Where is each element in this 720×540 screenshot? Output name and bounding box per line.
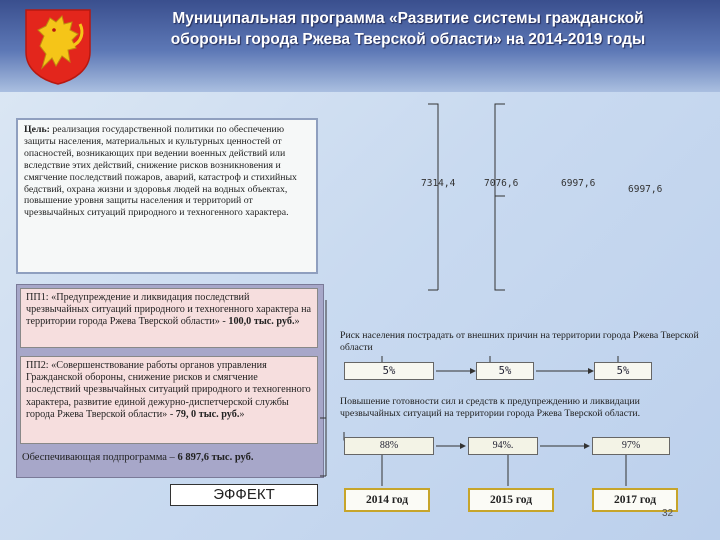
readiness-indicator-label: Повышение готовности сил и средств к предупреждению и ликвидации чрезвычайных ситуаций на территории города Ржева Тверской области. xyxy=(340,396,641,419)
subprogram-1-suffix: » xyxy=(294,316,300,328)
funding-value-2014: 7314,4 xyxy=(421,178,456,189)
total-text: Обеспечивающая подпрограмма – xyxy=(22,452,178,463)
risk-value-2017: 5% xyxy=(594,362,652,380)
readiness-value-2017: 97% xyxy=(592,437,670,455)
year-2014-box: 2014 год xyxy=(344,488,430,512)
readiness-value-2015: 94%. xyxy=(468,437,538,455)
subprogram-1-amount: 100,0 тыс. руб. xyxy=(228,316,295,328)
funding-value-2015: 7076,6 xyxy=(484,178,519,189)
risk-indicator-label: Риск населения пострадать от внешних причин на территории города Ржева Тверской области xyxy=(340,330,699,353)
page-number: 32 xyxy=(662,508,674,519)
readiness-value-2014: 88% xyxy=(344,437,434,455)
effect-box: ЭФФЕКТ xyxy=(170,484,318,506)
subprogram-2-text: ПП2: «Совершенствование работы органов управления Гражданской обороны, снижение рисков и смягчение последствий чрезвычайных ситуаций природного и техногенного характера, развитие единой дежурно-диспетчерской службы города Ржева Тверской области» - xyxy=(26,360,311,420)
subprogram-2-suffix: » xyxy=(239,408,245,420)
risk-value-2015: 5% xyxy=(476,362,534,380)
title-line-1: Муниципальная программа «Развитие системы гражданской xyxy=(172,10,644,27)
funding-value-2017: 6997,6 xyxy=(628,184,663,195)
risk-value-2014: 5% xyxy=(344,362,434,380)
total-amount: 6 897,6 тыс. руб. xyxy=(177,452,254,463)
subprogram-1-text: ПП1: «Предупреждение и ликвидация последствий чрезвычайных ситуаций природного и техногенного характера на территории города Ржева Тверской области» - xyxy=(26,292,312,328)
subprogram-2-amount: 79, 0 тыс. руб. xyxy=(175,408,240,420)
funding-value-2016: 6997,6 xyxy=(561,178,596,189)
title-line-2: обороны города Ржева Тверской области» на 2014-2019 годы xyxy=(170,31,646,48)
year-2017-box: 2017 год xyxy=(592,488,678,512)
year-2015-box: 2015 год xyxy=(468,488,554,512)
goal-label: Цель: xyxy=(24,124,50,135)
goal-text: реализация государственной политики по обеспечению защиты населения, материальных и культурных ценностей от опасностей, возникающих при ведении военных действий или вследствие этих действий, снижение рисков возникновения и смягчение последствий пожаров, аварий, катастроф и стихийных бедствий, охрана жизни и здоровья людей на водных объектах, повышение уровня защиты населения и территорий от чрезвычайных ситуаций природного и техногенного характера. xyxy=(24,124,297,219)
